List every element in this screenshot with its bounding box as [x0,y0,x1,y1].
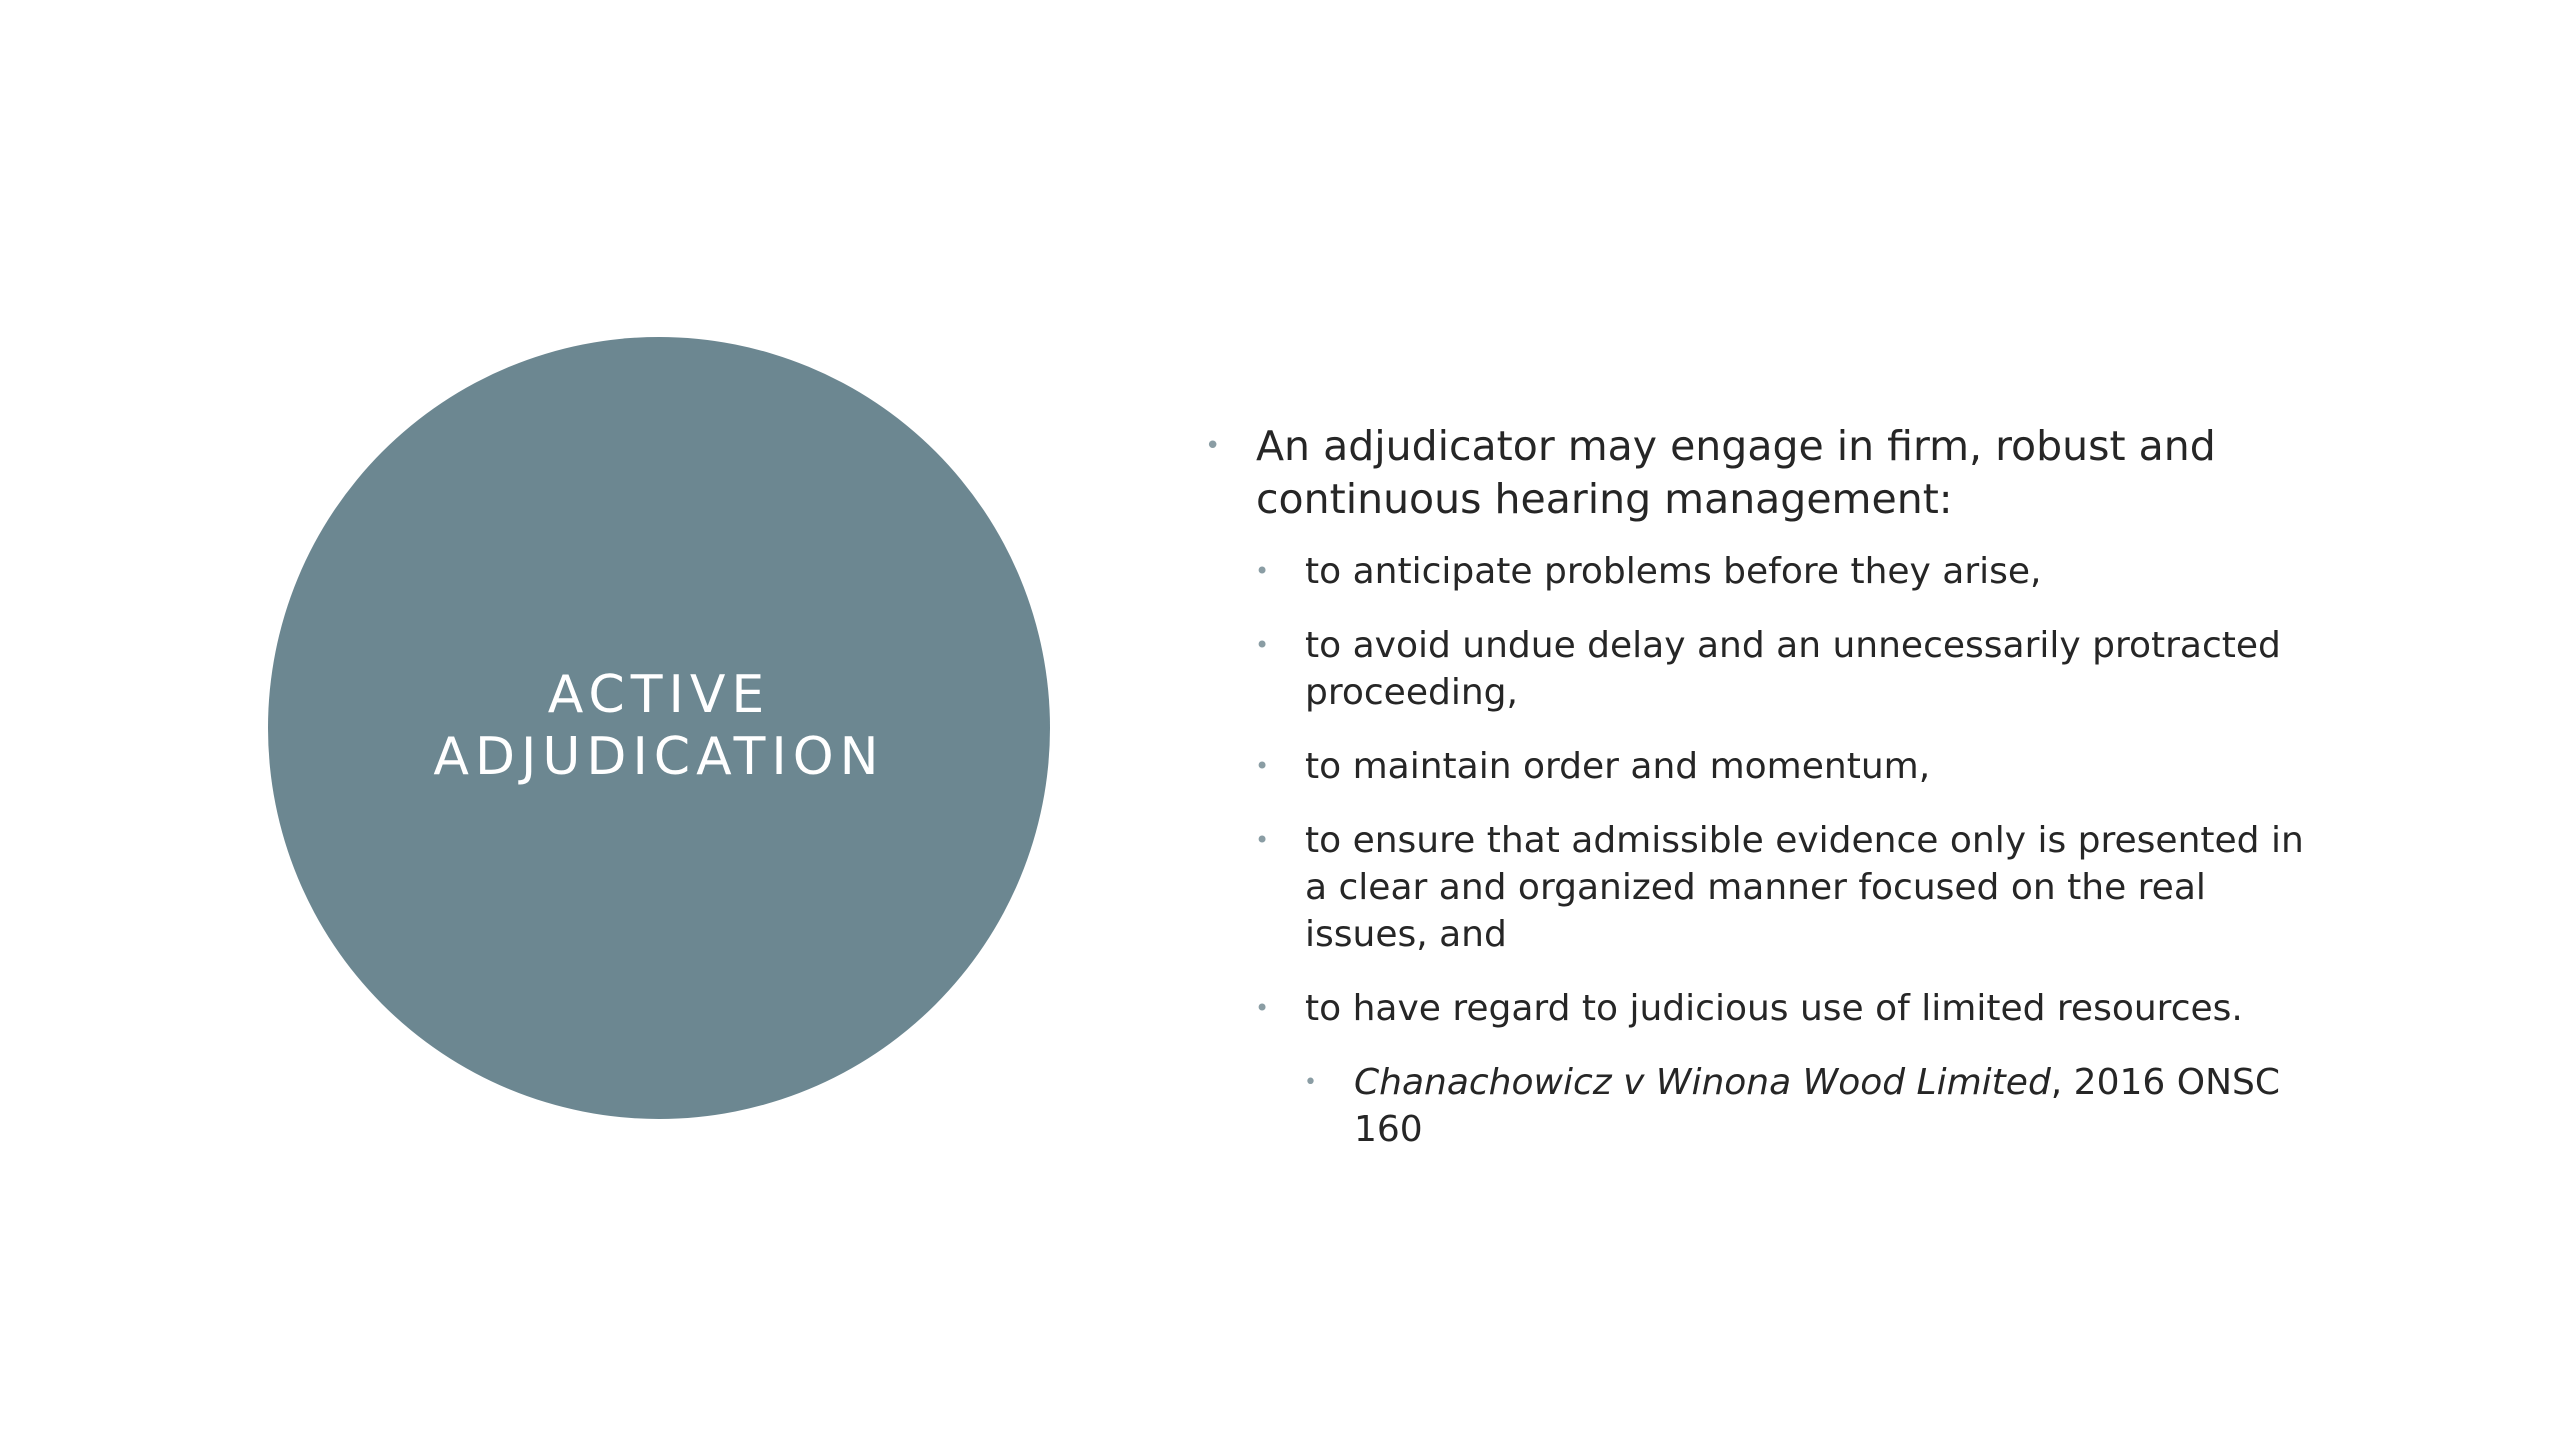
bullet-point-text: to anticipate problems before they arise, [1305,551,2042,592]
slide-title: ACTIVE ADJUDICATION [433,665,885,787]
bullet-marker: • [1255,826,1270,854]
bullet-point [1255,817,2335,958]
bullet-marker: • [1255,557,1270,585]
bullet-point [1255,548,2335,595]
title-circle [268,337,1050,1119]
bullet-point [1255,985,2335,1032]
citation-case-name: Chanachowicz v Winona Wood Limited [1354,1062,2051,1103]
bullet-marker: • [1255,994,1270,1022]
bullet-marker: • [1304,1070,1317,1095]
bullet-point-text: to avoid undue delay and an unnecessarily protracted proceeding, [1305,625,2281,713]
bullet-marker: • [1205,431,1221,461]
bullet-marker: • [1255,752,1270,780]
bullet-point-text: to maintain order and momentum, [1305,746,1931,787]
bullet-point-text: to ensure that admissible evidence only is presented in a clear and organized manner focused on the real issues, and [1305,820,2304,955]
citation [1304,1059,2335,1153]
bullet-marker: • [1255,631,1270,659]
bullet-point [1255,743,2335,790]
bullet-content [1205,420,2335,1153]
bullet-intro-text: An adjudicator may engage in firm, robust and continuous hearing management: [1256,422,2216,523]
citation-reference: , 2016 ONSC 160 [1354,1062,2280,1150]
bullet-intro [1205,420,2335,526]
bullet-point-text: to have regard to judicious use of limited resources. [1305,988,2243,1029]
bullet-point [1255,622,2335,716]
